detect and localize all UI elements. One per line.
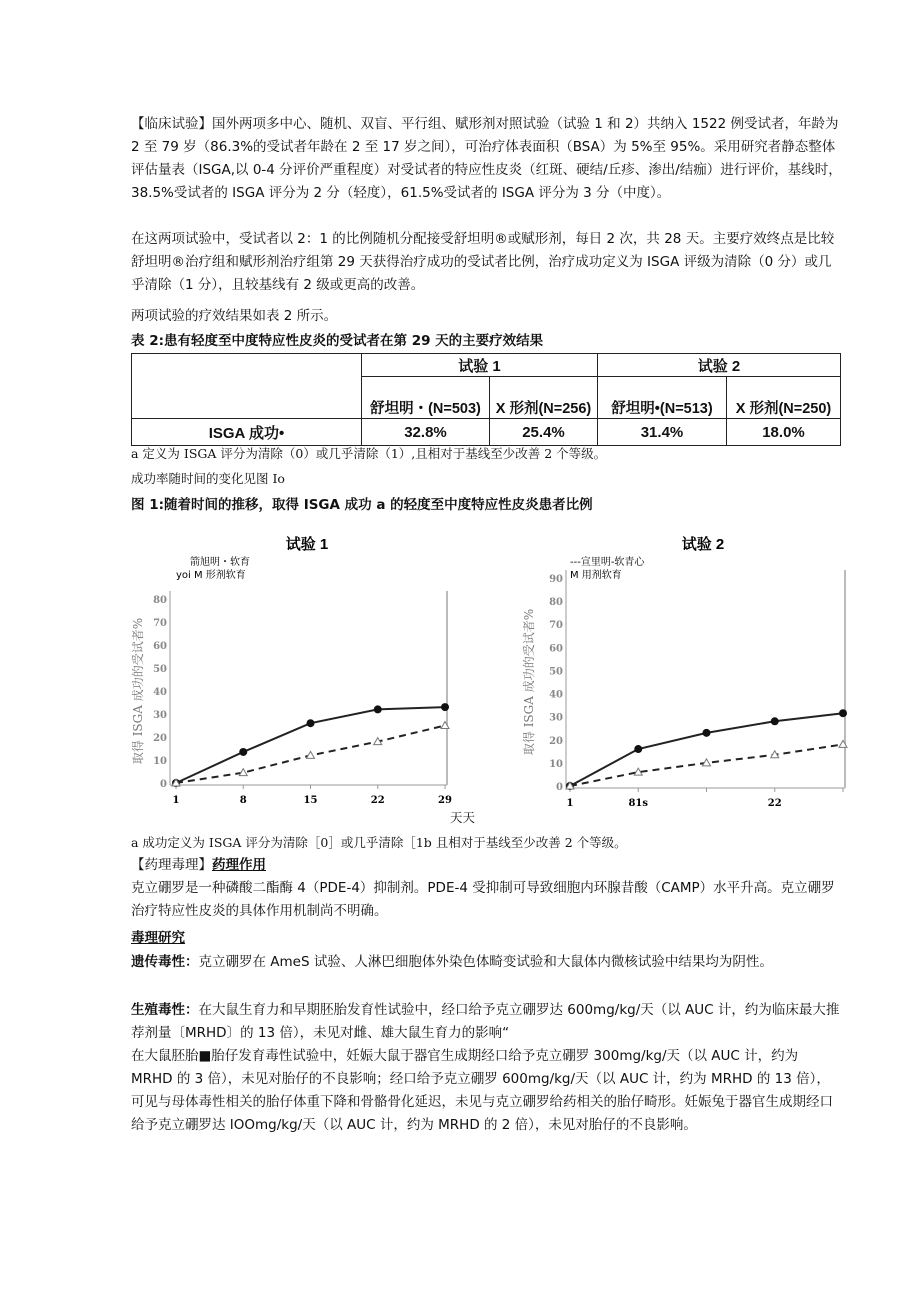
figure-footnote: a 成功定义为 ISGA 评分为清除［0］或几乎清除［1b 且相对于基线至少改善 2 个等级。: [131, 835, 627, 850]
cell: 18.0%: [727, 419, 841, 446]
x-tick-label: 22: [370, 795, 385, 806]
data-point: [239, 748, 247, 756]
figure-title: 图 1:随着时间的推移，取得 ISGA 成功 a 的轻度至中度特应性皮炎患者比例: [131, 497, 593, 513]
legend-entry: yoi M 形剂软育: [176, 570, 246, 581]
x-tick-label: 81s: [628, 798, 649, 809]
x-tick-label: 1: [566, 798, 574, 809]
y-tick-label: 60: [153, 641, 167, 652]
geno-text: 克立硼罗在 AmeS 试验、人淋巴细胞体外染色体畸变试验和大鼠体内微核试验中结果均为阴性。: [198, 954, 773, 970]
geno-label: 遗传毒性：: [131, 954, 199, 970]
series-line: [176, 707, 445, 783]
x-tick-label: 29: [438, 795, 452, 806]
figure-ref: 成功率随时间的变化见图 Io: [131, 471, 285, 486]
y-tick-label: 10: [549, 758, 563, 770]
subsection-heading: 药理作用: [212, 857, 266, 873]
y-tick-label: 40: [153, 687, 167, 698]
table-footnote: a 定义为 ISGA 评分为清除（0）或几乎清除（1）,且相对于基线至少改善 2 个等级。: [131, 446, 607, 461]
column-header: X 形剂(N=256): [490, 377, 598, 419]
y-axis-label: 取得 ISGA 成功的受试者%: [522, 608, 536, 756]
table-title: 表 2:患有轻度至中度特应性皮炎的受试者在第 29 天的主要疗效结果: [131, 333, 544, 349]
y-tick-label: 70: [549, 620, 563, 632]
data-point: [771, 717, 779, 725]
legend-entry: 箭旭明・软育: [190, 557, 250, 568]
chart-title: 试验 2: [681, 536, 725, 553]
pharm-para: 克立硼罗是一种磷酸二酯酶 4（PDE-4）抑制剂。PDE-4 受抑制可导致细胞内环腺昔酸（CAMP）水平升高。克立硼罗治疗特应性皮炎的具体作用机制尚不明确。: [131, 880, 835, 919]
table-ref: 两项试验的疗效结果如表 2 所示。: [131, 308, 338, 324]
y-tick-label: 50: [153, 664, 167, 675]
chart-trial-2: [500, 525, 860, 825]
x-tick-label: 1: [172, 795, 180, 806]
chart-title: 试验 1: [285, 536, 329, 553]
column-header: X 形剂(N=250): [727, 377, 841, 419]
y-tick-label: 0: [160, 779, 167, 790]
section-label: 【药理毒理】: [131, 857, 212, 873]
x-tick-label: 22: [767, 798, 782, 809]
series-line: [570, 713, 843, 786]
data-point: [839, 709, 847, 717]
cell: 32.8%: [362, 419, 490, 446]
geno-para: [131, 951, 843, 974]
clinical-trial-para: 【临床试验】国外两项多中心、随机、双盲、平行组、赋形剂对照试验（试验 1 和 2）共纳入 1522 例受试者，年龄为 2 至 79 岁（86.3%的受试者年龄在 2 至 17 岁之间），可治疗体表面积（BSA）为 5%至 95%。采用研究者静态整体评估量表（ISGA,以 0-4 分评价严重程度）对受试者的特应性皮炎（红斑、硬结/丘疹、渗出/结痂）进行评价，基线时，38.5%受试者的 ISGA 评分为 2 分（轻度），61.5%受试者的 ISGA 评分为 3 分（中度）。: [131, 116, 842, 201]
trial-design-para: 在这两项试验中，受试者以 2：1 的比例随机分配接受舒坦明®或赋形剂，每日 2 次，共 28 天。主要疗效终点是比较舒坦明®治疗组和赋形剂治疗组第 29 天获得治疗成功的受试者比例，治疗成功定义为 ISGA 评级为清除（0 分）或几乎清除（1 分），且较基线有 2 级或更高的改善。: [131, 231, 835, 293]
y-tick-label: 80: [549, 597, 563, 609]
y-tick-label: 20: [153, 733, 167, 744]
tox-heading: 毒理研究: [131, 930, 185, 946]
y-tick-label: 70: [153, 618, 167, 629]
column-header: 舒坦明・(N=503): [362, 377, 490, 419]
data-point: [703, 729, 711, 737]
cell: 31.4%: [598, 419, 727, 446]
y-tick-label: 50: [549, 666, 563, 678]
y-tick-label: 60: [549, 643, 563, 655]
repro-label: 生殖毒性：: [131, 1002, 199, 1018]
repro-para-2: 在大鼠胚胎■胎仔发育毒性试验中，妊娠大鼠于器官生成期经口给予克立硼罗 300mg/kg/天（以 AUC 计，约为 MRHD 的 3 倍），未见对胎仔的不良影响；经口给予克立硼罗 600mg/kg/天（以 AUC 计，约为 MRHD 的 13 倍），可见与母体毒性相关的胎仔体重下降和骨骼骨化延迟，未见与克立硼罗给药相关的胎仔畸形。妊娠兔于器官生成期经口给予克立硼罗达 IOOmg/kg/天（以 AUC 计，约为 MRHD 的 2 倍），未见对胎仔的不良影响。: [131, 1048, 833, 1133]
legend-entry: ---宣里明-软青心: [570, 557, 645, 568]
data-point: [441, 703, 449, 711]
x-tick-label: 15: [303, 795, 318, 806]
group-header: 试验 2: [598, 354, 841, 377]
y-tick-label: 20: [549, 735, 563, 747]
x-axis-label: 天天: [450, 810, 476, 825]
chart-trial-1: [120, 525, 480, 825]
y-axis-label: 取得 ISGA 成功的受试者%: [131, 617, 145, 765]
group-header: 试验 1: [362, 354, 598, 377]
column-header: 舒坦明•(N=513): [598, 377, 727, 419]
row-label: ISGA 成功•: [132, 419, 362, 446]
legend-entry: M 用剂软育: [570, 570, 622, 581]
y-tick-label: 30: [549, 712, 563, 724]
y-tick-label: 90: [549, 574, 563, 585]
data-point: [634, 745, 642, 753]
y-tick-label: 10: [153, 756, 167, 767]
y-tick-label: 40: [549, 689, 563, 701]
data-point: [307, 751, 315, 758]
pharm-heading: [131, 854, 843, 877]
efficacy-table: [131, 353, 841, 446]
x-tick-label: 8: [239, 795, 247, 806]
cell: 25.4%: [490, 419, 598, 446]
data-point: [307, 719, 315, 727]
repro-text: 在大鼠生育力和早期胚胎发育性试验中，经口给予克立硼罗达 600mg/kg/天（以 AUC 计，约为临床最大推荐剂量〔MRHD〕的 13 倍），未见对雌、雄大鼠生育力的影响“: [131, 1002, 840, 1041]
y-tick-label: 80: [153, 595, 167, 606]
data-point: [374, 705, 382, 713]
repro-para: [131, 999, 843, 1045]
y-tick-label: 30: [153, 710, 167, 721]
y-tick-label: 0: [556, 782, 563, 793]
